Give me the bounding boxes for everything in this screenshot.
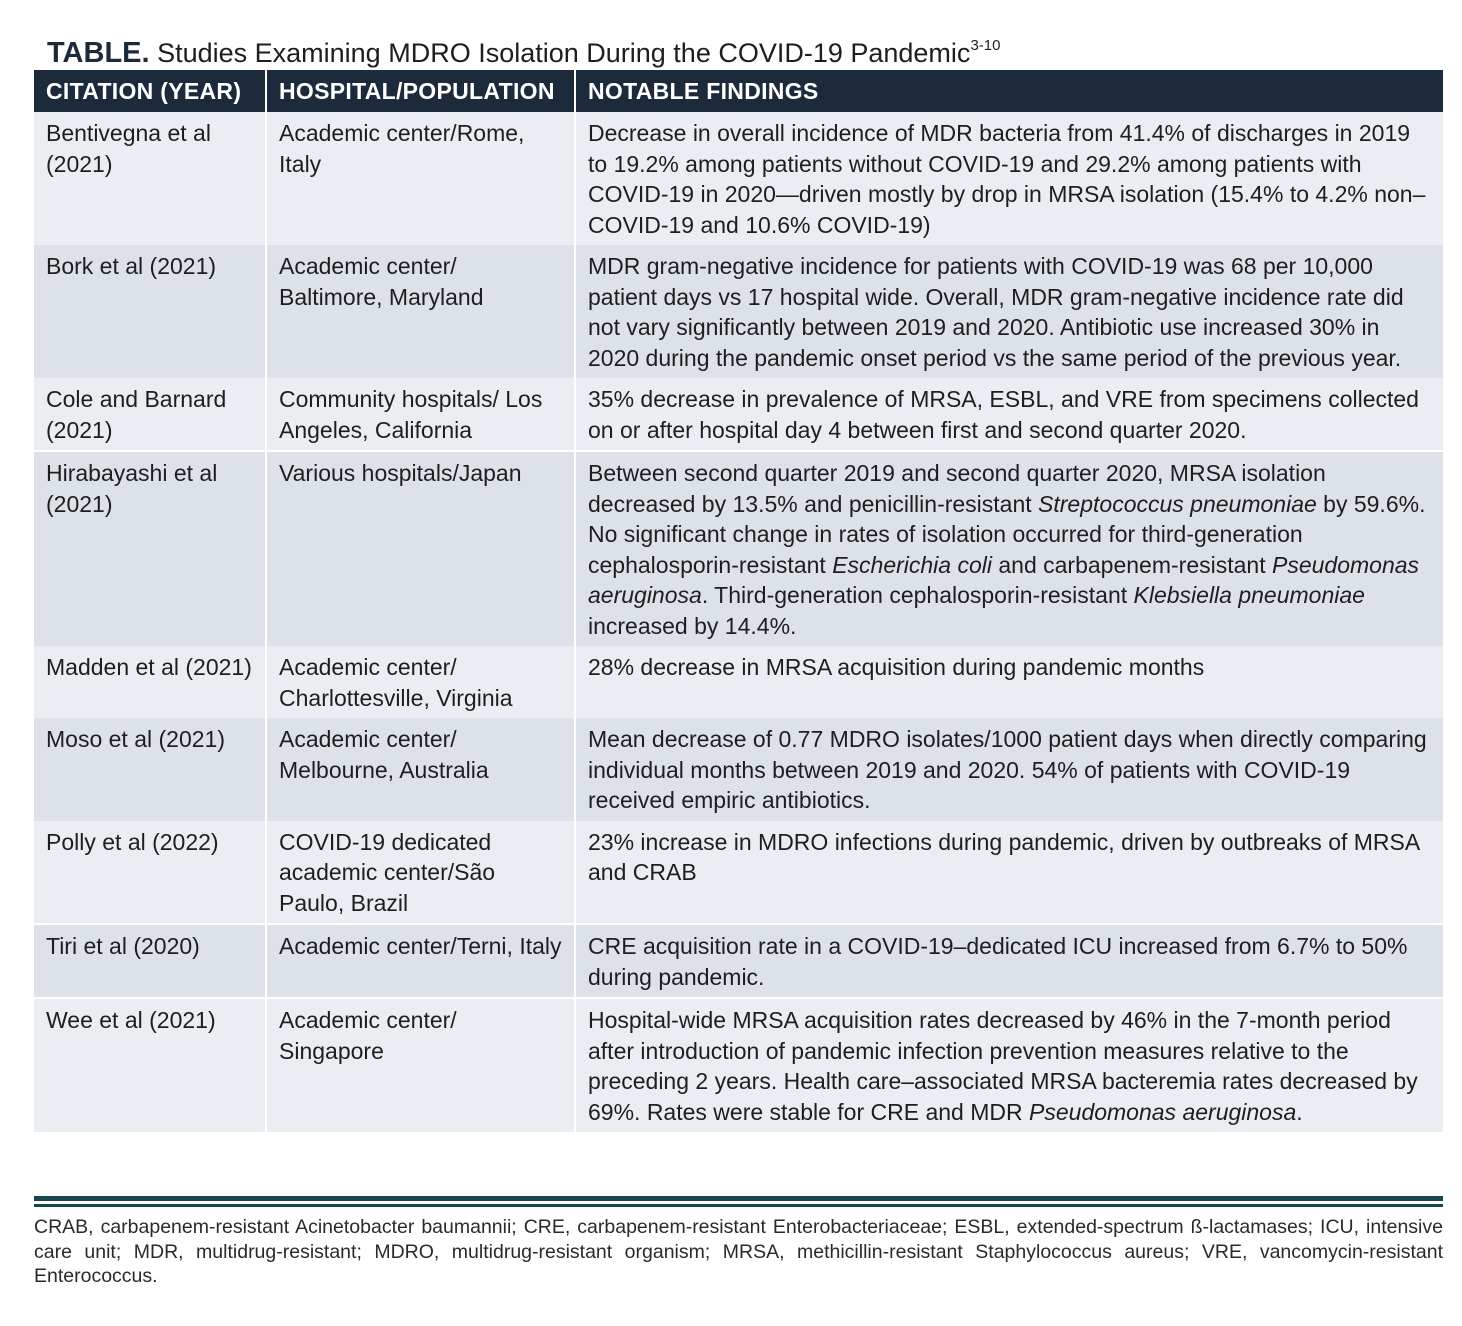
findings-text: Between second quarter 2019 and second quarter 2020, MRSA isolation decreased by 13.5% and penicillin-resistant (588, 460, 1326, 517)
findings-cell (575, 451, 1443, 646)
findings-text: 35% decrease in prevalence of MRSA, ESBL, and VRE from specimens collected on or after hospital day 4 between first and second quarter 2020. (588, 386, 1419, 443)
studies-table (34, 70, 1443, 1132)
findings-italic-text: Pseudomonas aeruginosa (588, 551, 1420, 608)
table-row (34, 112, 1443, 245)
column-header-hospital: HOSPITAL/POPULATION (266, 70, 575, 112)
findings-text: increased by 14.4%. (588, 612, 797, 639)
table-title-label: TABLE. (47, 37, 150, 69)
findings-italic-text: Klebsiella pneumoniae (1133, 582, 1365, 608)
findings-text: 23% increase in MDRO infections during pandemic, driven by outbreaks of MRSA and CRAB (588, 828, 1419, 885)
hospital-cell: Academic center/Rome, Italy (266, 112, 575, 245)
citation-cell: Bentivegna et al (2021) (34, 112, 266, 245)
findings-text: Hospital-wide MRSA acquisition rates decreased by 46% in the 7-month period after introduction of pandemic infection prevention measures relative to the preceding 2 years. Health care–associated MRSA bacteremia rates decreased by 69%. Rates were stable for CRE and MDR (588, 1007, 1418, 1125)
citation-cell: Hirabayashi et al (2021) (34, 451, 266, 646)
findings-text: MDR gram-negative incidence for patients with COVID-19 was 68 per 10,000 patient days vs 17 hospital wide. Overall, MDR gram-negative incidence rate did not vary significantly between 2019 and 2020. Antibiotic use increased 30% in 2020 during the pandemic onset period vs the same period of the previous year. (588, 253, 1404, 371)
findings-text: Mean decrease of 0.77 MDRO isolates/1000 patient days when directly comparing individual months between 2019 and 2020. 54% of patients with COVID-19 received empiric antibiotics. (588, 726, 1427, 813)
findings-text: . (1296, 1098, 1303, 1125)
citation-cell: Cole and Barnard (2021) (34, 378, 266, 451)
hospital-cell: COVID-19 dedicated academic center/São Paulo, Brazil (266, 821, 575, 925)
hospital-cell: Community hospitals/ Los Angeles, California (266, 378, 575, 451)
findings-cell (575, 378, 1443, 451)
table-header-row (34, 70, 1443, 112)
column-header-findings: NOTABLE FINDINGS (575, 70, 1443, 112)
findings-text: and carbapenem-resistant (991, 551, 1272, 578)
findings-cell (575, 924, 1443, 998)
table-row (34, 924, 1443, 998)
citation-cell: Polly et al (2022) (34, 821, 266, 925)
hospital-cell: Academic center/ Charlottesville, Virginia (266, 646, 575, 718)
citation-cell: Bork et al (2021) (34, 245, 266, 378)
findings-cell (575, 998, 1443, 1132)
table-title-text: Studies Examining MDRO Isolation During the COVID-19 Pandemic (157, 38, 971, 68)
table-row (34, 378, 1443, 451)
citation-cell: Madden et al (2021) (34, 646, 266, 718)
hospital-cell: Academic center/ Singapore (266, 998, 575, 1132)
findings-text: . Third-generation cephalosporin-resistant (701, 582, 1134, 608)
table-bottom-rule (34, 1196, 1443, 1207)
findings-cell (575, 112, 1443, 245)
table-row (34, 821, 1443, 925)
findings-text: by 59.6%. No significant change in rates of isolation occurred for third-generation cephalosporin-resistant (588, 490, 1426, 578)
citation-cell: Wee et al (2021) (34, 998, 266, 1132)
hospital-cell: Academic center/ Melbourne, Australia (266, 718, 575, 821)
findings-text: Decrease in overall incidence of MDR bacteria from 41.4% of discharges in 2019 to 19.2% among patients without COVID-19 and 29.2% among patients with COVID-19 in 2020—driven mostly by drop in MRSA isolation (15.4% to 4.2% non–COVID-19 and 10.6% COVID-19) (588, 120, 1426, 238)
findings-italic-text: Streptococcus pneumoniae (1038, 490, 1317, 517)
table-body (34, 112, 1443, 1132)
table-title (47, 26, 1000, 73)
findings-italic-text: Escherichia coli (832, 551, 992, 578)
table-row (34, 245, 1443, 378)
abbreviations-footnote: CRAB, carbapenem-resistant Acinetobacter baumannii; CRE, carbapenem-resistant Enterobacteriaceae; ESBL, extended-spectrum ß-lactamases; ICU, intensive care unit; MDR, multidrug-resistant; MDRO, multidrug-resistant organism; MRSA, methicillin-resistant Staphylococcus aureus; VRE, vancomycin-resistant Enterococcus. (34, 1216, 1443, 1287)
citation-cell: Tiri et al (2020) (34, 924, 266, 998)
citation-cell: Moso et al (2021) (34, 718, 266, 821)
findings-cell (575, 718, 1443, 821)
column-header-citation: CITATION (YEAR) (34, 70, 266, 112)
table-row (34, 451, 1443, 646)
hospital-cell: Academic center/ Baltimore, Maryland (266, 245, 575, 378)
table-row (34, 998, 1443, 1132)
reference-superscript: 3-10 (970, 37, 1001, 54)
hospital-cell: Various hospitals/Japan (266, 451, 575, 646)
findings-cell (575, 646, 1443, 718)
findings-text: 28% decrease in MRSA acquisition during pandemic months (588, 654, 1205, 680)
table-row (34, 718, 1443, 821)
findings-cell (575, 245, 1443, 378)
findings-cell (575, 821, 1443, 925)
findings-text: CRE acquisition rate in a COVID-19–dedicated ICU increased from 6.7% to 50% during pandemic. (588, 933, 1408, 990)
hospital-cell: Academic center/Terni, Italy (266, 924, 575, 998)
table-row (34, 646, 1443, 718)
findings-italic-text: Pseudomonas aeruginosa (1029, 1098, 1297, 1125)
